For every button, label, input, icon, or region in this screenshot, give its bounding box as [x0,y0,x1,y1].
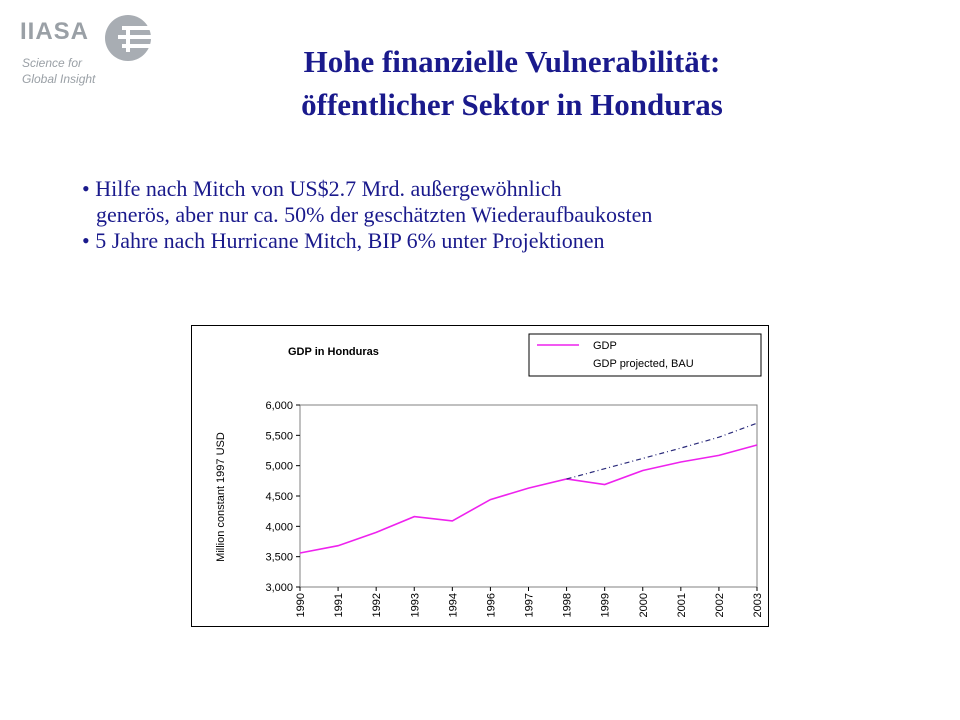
x-tick-label: 1992 [371,593,384,618]
page-title-line-2: öffentlicher Sektor in Honduras [301,87,723,122]
x-tick-label: 2003 [752,593,764,618]
bullet-1-line-1 [82,176,882,202]
x-tick-label: 1990 [295,593,307,618]
y-tick-label: 5,000 [265,460,293,473]
x-tick-label: 1994 [447,593,460,618]
bullet-marker: • [82,228,90,253]
x-tick-label: 1991 [333,593,346,618]
logo-wordmark: IIASA [20,18,90,45]
x-tick-label: 2000 [637,593,650,618]
x-tick-label: 2002 [713,593,726,618]
bullet-1-text: Hilfe nach Mitch von US$2.7 Mrd. außergewöhnlich [95,176,562,201]
y-tick-label: 5,500 [265,430,293,443]
y-tick-label: 3,500 [265,551,293,564]
y-axis-label: Million constant 1997 USD [215,432,227,562]
logo-tagline-1: Science for [22,56,83,70]
chart-title: GDP in Honduras [288,346,379,358]
y-tick-label: 4,500 [265,491,293,503]
x-tick-label: 1999 [599,593,612,618]
legend-label-gdp: GDP [593,340,617,352]
x-tick-label: 1993 [409,593,422,618]
y-tick-label: 6,000 [265,400,293,412]
legend-label-projected: GDP projected, BAU [593,358,694,370]
x-tick-label: 1998 [561,593,574,618]
bullet-2-line-1 [82,228,882,254]
x-tick-label: 2001 [675,593,688,618]
bullet-marker: • [82,176,90,201]
logo-tagline-2: Global Insight [22,72,96,86]
x-tick-label: 1997 [523,593,536,618]
page-title-line-1: Hohe finanzielle Vulnerabilität: [303,44,721,79]
y-tick-label: 3,000 [265,582,293,594]
bullet-1-line-2: generös, aber nur ca. 50% der geschätzten Wiederaufbaukosten [96,202,653,227]
y-tick-label: 4,000 [265,521,293,534]
bullet-2-text: 5 Jahre nach Hurricane Mitch, BIP 6% unter Projektionen [95,228,605,253]
gdp-chart [191,325,769,627]
bullet-list [82,176,882,254]
x-tick-label: 1996 [485,593,498,618]
